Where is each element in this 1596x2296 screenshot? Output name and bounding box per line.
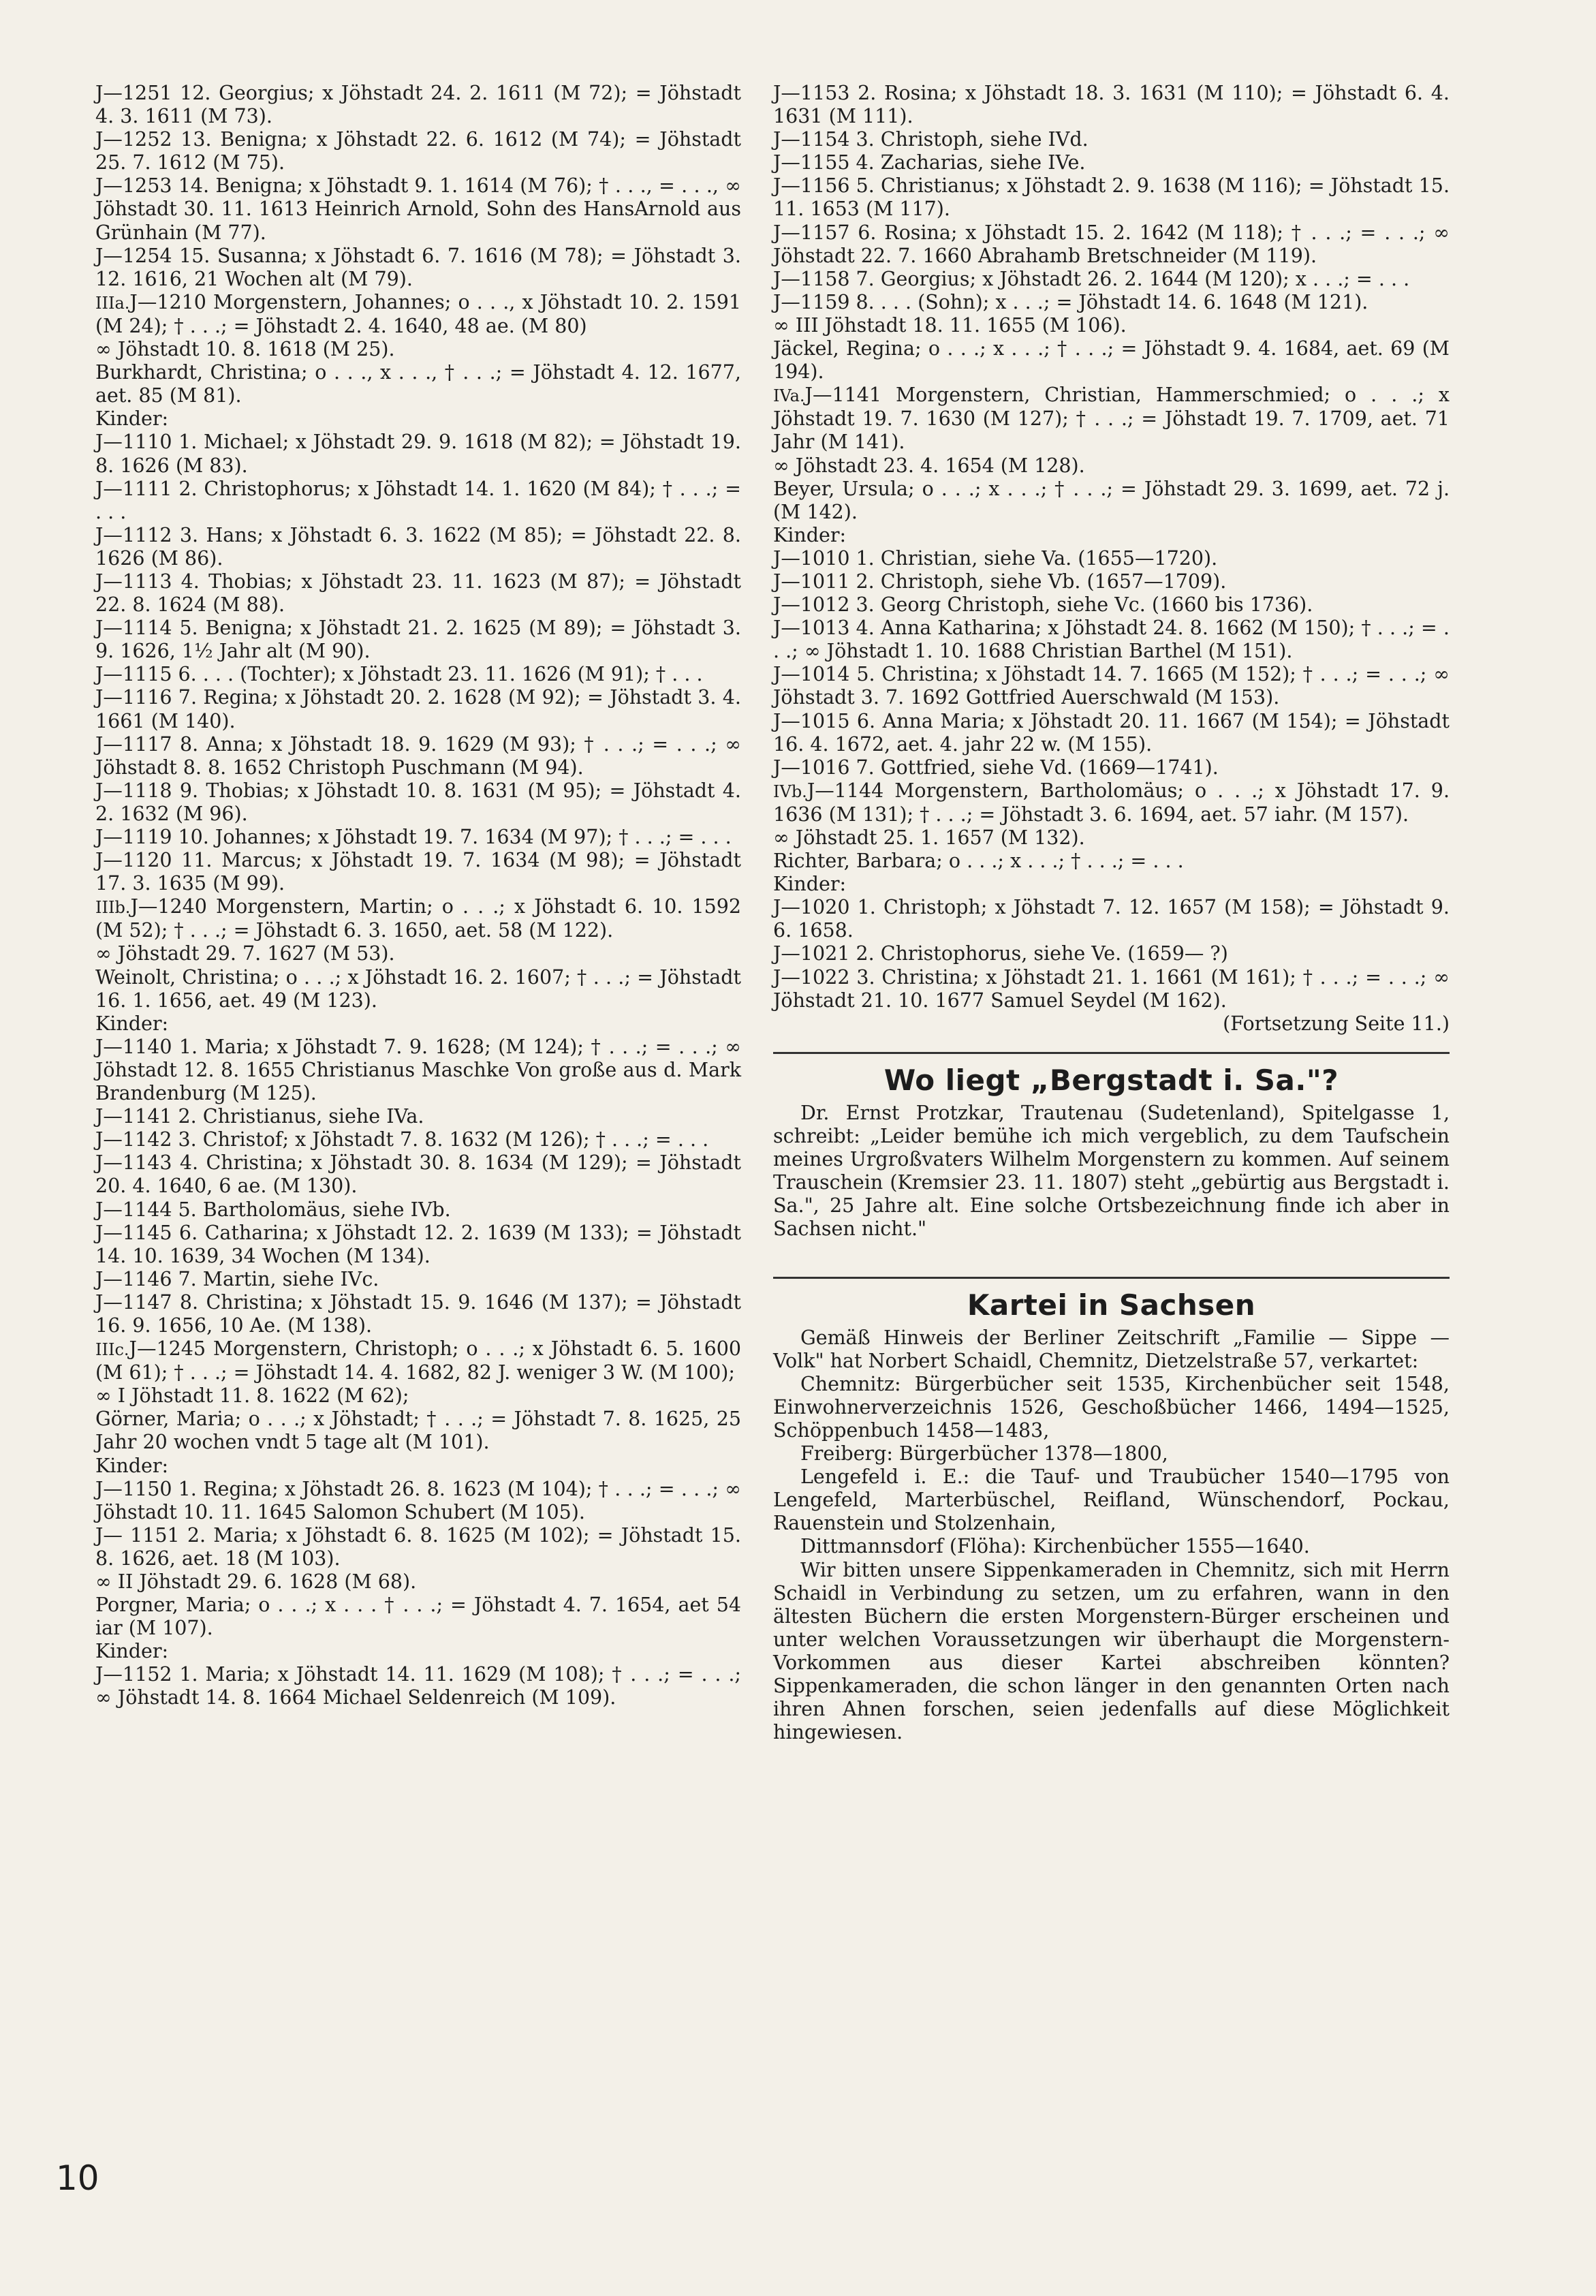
- genealogy-entry: [95, 942, 741, 965]
- entry-text: ∞ I Jöhstadt 11. 8. 1622 (M 62);: [95, 1384, 409, 1408]
- genealogy-entry: [95, 1408, 741, 1454]
- genealogy-entry: [95, 1012, 741, 1036]
- genealogy-entry: [95, 1036, 741, 1105]
- section-label: IVb.: [773, 781, 807, 801]
- entry-text: J—1113 4. Thobias; x Jöhstadt 23. 11. 1623 (M 87); = Jöhstadt 22. 8. 1624 (M 88).: [95, 570, 741, 617]
- genealogy-entry: [95, 1105, 741, 1128]
- genealogy-entry: [95, 1128, 741, 1151]
- genealogy-entry: [95, 1291, 741, 1337]
- genealogy-entry: [773, 617, 1450, 663]
- entry-text: J—1012 3. Georg Christoph, siehe Vc. (1660 bis 1736).: [773, 593, 1313, 617]
- page-number: 10: [56, 2158, 99, 2198]
- entry-text: J—1155 4. Zacharias, siehe IVe.: [773, 151, 1086, 174]
- entry-text: J—1254 15. Susanna; x Jöhstadt 6. 7. 1616 (M 78); = Jöhstadt 3. 12. 1616, 21 Wochen alt (M 79).: [95, 244, 741, 290]
- genealogy-entry: [773, 454, 1450, 478]
- entry-text: J—1146 7. Martin, siehe IVc.: [95, 1267, 379, 1290]
- entry-text: J—1022 3. Christina; x Jöhstadt 21. 1. 1661 (M 161); † . . .; = . . .; ∞ Jöhstadt 21. 10. 1677 Samuel Seydel (M 162).: [773, 965, 1450, 1012]
- section-label: IIIa.: [95, 293, 130, 313]
- section-label: IIIc.: [95, 1340, 129, 1360]
- entry-text: J—1014 5. Christina; x Jöhstadt 14. 7. 1665 (M 152); † . . .; = . . .; ∞ Jöhstadt 3. 7. 1692 Gottfried Auerschwald (M 153).: [773, 663, 1450, 709]
- genealogy-entry: [95, 686, 741, 732]
- genealogy-entry: [773, 942, 1450, 965]
- entry-text: Kinder:: [95, 1454, 169, 1477]
- genealogy-entry: [773, 593, 1450, 617]
- entry-text: Kinder:: [95, 407, 169, 431]
- entry-text: J—1140 1. Maria; x Jöhstadt 7. 9. 1628; (M 124); † . . .; = . . .; ∞ Jöhstadt 12. 8. 1655 Christianus Maschke Von große aus d. Mark Brandenburg (M 125).: [95, 1035, 741, 1105]
- genealogy-entry: [773, 478, 1450, 524]
- entry-text: Beyer, Ursula; o . . .; x . . .; † . . .; = Jöhstadt 29. 3. 1699, aet. 72 j. (M 142).: [773, 477, 1450, 523]
- entry-text: Kinder:: [95, 1012, 169, 1035]
- genealogy-entry: [773, 337, 1450, 384]
- genealogy-entries-continued: [773, 82, 1450, 1036]
- genealogy-entry: [773, 151, 1450, 174]
- entry-text: J—1013 4. Anna Katharina; x Jöhstadt 24. 8. 1662 (M 150); † . . .; = . . .; ∞ Jöhstadt 1. 10. 1688 Christian Barthel (M 151).: [773, 617, 1450, 663]
- kartei-paragraph: Dittmannsdorf (Flöha): Kirchenbücher 1555—1640.: [800, 1535, 1310, 1558]
- entry-text: Richter, Barbara; o . . .; x . . .; † . . .; = . . .: [773, 850, 1184, 873]
- genealogy-entry: [773, 314, 1450, 337]
- entry-text: Görner, Maria; o . . .; x Jöhstadt; † . . .; = Jöhstadt 7. 8. 1625, 25 Jahr 20 wochen vndt 5 tage alt (M 101).: [95, 1408, 741, 1454]
- entry-text: J—1112 3. Hans; x Jöhstadt 6. 3. 1622 (M 85); = Jöhstadt 22. 8. 1626 (M 86).: [95, 523, 741, 570]
- entry-text: J—1115 6. . . . (Tochter); x Jöhstadt 23. 11. 1626 (M 91); † . . .: [95, 663, 703, 686]
- section-divider: [773, 1052, 1450, 1054]
- genealogy-entry: [95, 570, 741, 617]
- genealogy-entry: [95, 1151, 741, 1198]
- entry-text: J—1015 6. Anna Maria; x Jöhstadt 20. 11. 1667 (M 154); = Jöhstadt 16. 4. 1672, aet. 4. jahr 22 w. (M 155).: [773, 709, 1450, 756]
- entry-text: J—1145 6. Catharina; x Jöhstadt 12. 2. 1639 (M 133); = Jöhstadt 14. 10. 1639, 34 Wochen (M 134).: [95, 1221, 741, 1267]
- genealogy-entry: [95, 1455, 741, 1478]
- entry-text: ∞ Jöhstadt 29. 7. 1627 (M 53).: [95, 942, 395, 965]
- genealogy-entry: [95, 966, 741, 1012]
- genealogy-entry: [95, 128, 741, 174]
- article-heading-bergstadt: Wo liegt „Bergstadt i. Sa."?: [883, 1063, 1339, 1097]
- entry-text: J—1143 4. Christina; x Jöhstadt 30. 8. 1634 (M 129); = Jöhstadt 20. 4. 1640, 6 ae. (M 130).: [95, 1151, 741, 1198]
- left-column: [95, 82, 741, 1710]
- family-section-entry: [95, 291, 741, 338]
- genealogy-entry: [95, 1478, 741, 1524]
- genealogy-entry: [773, 174, 1450, 221]
- genealogy-entry: [95, 1570, 741, 1594]
- genealogy-entry: [773, 570, 1450, 593]
- genealogy-entry: [773, 547, 1450, 570]
- entry-text: Kinder:: [773, 873, 847, 896]
- genealogy-entry: [95, 733, 741, 779]
- entry-text: ∞ II Jöhstadt 29. 6. 1628 (M 68).: [95, 1570, 417, 1593]
- family-section-entry: [773, 779, 1450, 826]
- genealogy-entry: [95, 245, 741, 291]
- kartei-paragraph: Chemnitz: Bürgerbücher seit 1535, Kirchenbücher seit 1548, Einwohnerverzeichnis 1526, Geschoßbücher 1466, 1494—1525, Schöppenbuch 1458—1483,: [773, 1372, 1450, 1442]
- entry-text: ∞ III Jöhstadt 18. 11. 1655 (M 106).: [773, 313, 1127, 337]
- entry-text: J—1021 2. Christophorus, siehe Ve. (1659— ?): [773, 942, 1228, 965]
- entry-text: J—1251 12. Georgius; x Jöhstadt 24. 2. 1611 (M 72); = Jöhstadt 4. 3. 1611 (M 73).: [95, 82, 741, 128]
- genealogy-entry: [95, 174, 741, 244]
- genealogy-entry: [95, 663, 741, 686]
- entry-text: J— 1151 2. Maria; x Jöhstadt 6. 8. 1625 (M 102); = Jöhstadt 15. 8. 1626, aet. 18 (M 103).: [95, 1523, 741, 1570]
- entry-text: J—1152 1. Maria; x Jöhstadt 14. 11. 1629 (M 108); † . . .; = . . .; ∞ Jöhstadt 14. 8. 1664 Michael Seldenreich (M 109).: [95, 1663, 741, 1709]
- entry-text: Kinder:: [773, 523, 847, 546]
- genealogy-entry: [95, 1198, 741, 1222]
- genealogy-entry: [95, 338, 741, 361]
- entry-text: Weinolt, Christina; o . . .; x Jöhstadt 16. 2. 1607; † . . .; = Jöhstadt 16. 1. 1656, aet. 49 (M 123).: [95, 965, 741, 1012]
- entry-text: Burkhardt, Christina; o . . ., x . . ., † . . .; = Jöhstadt 4. 12. 1677, aet. 85 (M 81).: [95, 361, 741, 407]
- article-text-bergstadt: Dr. Ernst Protzkar, Trautenau (Sudetenland), Spitelgasse 1, schreibt: „Leider bemühe ich mich vergeblich, zu dem Taufschein meines Urgroßvaters Wilhelm Morgenstern zu kommen. Auf seinem Trauschein (Kremsier 23. 11. 1807) steht „gebürtig aus Bergstadt i. Sa.", 25 Jahre alt. Eine solche Ortsbezeichnung finde ich aber in Sachsen nicht.": [773, 1101, 1450, 1241]
- article-text-kartei: [773, 1327, 1450, 1745]
- genealogy-entry: [773, 756, 1450, 779]
- genealogy-entry: [773, 966, 1450, 1012]
- entry-text: J—1150 1. Regina; x Jöhstadt 26. 8. 1623 (M 104); † . . .; = . . .; ∞ Jöhstadt 10. 11. 1645 Salomon Schubert (M 105).: [95, 1477, 741, 1523]
- entry-text: J—1240 Morgenstern, Martin; o . . .; x Jöhstadt 6. 10. 1592 (M 52); † . . .; = Jöhstadt 6. 3. 1650, aet. 58 (M 122).: [95, 895, 741, 942]
- entry-text: J—1020 1. Christoph; x Jöhstadt 7. 12. 1657 (M 158); = Jöhstadt 9. 6. 1658.: [773, 896, 1450, 942]
- section-label: IVa.: [773, 386, 805, 406]
- entry-text: J—1210 Morgenstern, Johannes; o . . ., x Jöhstadt 10. 2. 1591 (M 24); † . . .; = Jöhstadt 2. 4. 1640, 48 ae. (M 80): [95, 290, 741, 337]
- article-heading-kartei: Kartei in Sachsen: [967, 1288, 1256, 1322]
- family-section-entry: [95, 1337, 741, 1384]
- genealogy-entry: [95, 407, 741, 431]
- genealogy-entry: [773, 663, 1450, 709]
- genealogy-entry: [95, 478, 741, 524]
- entry-text: J—1245 Morgenstern, Christoph; o . . .; x Jöhstadt 6. 5. 1600 (M 61); † . . .; = Jöhstadt 14. 4. 1682, 82 J. weniger 3 W. (M 100);: [95, 1337, 741, 1384]
- genealogy-entry: [95, 431, 741, 477]
- entry-text: J—1110 1. Michael; x Jöhstadt 29. 9. 1618 (M 82); = Jöhstadt 19. 8. 1626 (M 83).: [95, 431, 741, 477]
- entry-text: J—1117 8. Anna; x Jöhstadt 18. 9. 1629 (M 93); † . . .; = . . .; ∞ Jöhstadt 8. 8. 1652 Christoph Puschmann (M 94).: [95, 732, 741, 779]
- entry-text: J—1141 2. Christianus, siehe IVa.: [95, 1105, 424, 1128]
- genealogy-entry: [773, 291, 1450, 314]
- genealogy-entry: [95, 1663, 741, 1709]
- entry-text: J—1144 5. Bartholomäus, siehe IVb.: [95, 1198, 451, 1221]
- kartei-paragraph: Gemäß Hinweis der Berliner Zeitschrift „Familie — Sippe — Volk" hat Norbert Schaidl, Chemnitz, Dietzelstraße 57, verkartet:: [773, 1326, 1450, 1372]
- section-label: IIIb.: [95, 898, 131, 918]
- genealogy-entry: [773, 873, 1450, 896]
- family-section-entry: [95, 895, 741, 942]
- entry-text: J—1120 11. Marcus; x Jöhstadt 19. 7. 1634 (M 98); = Jöhstadt 17. 3. 1635 (M 99).: [95, 849, 741, 895]
- entry-text: Jäckel, Regina; o . . .; x . . .; † . . .; = Jöhstadt 9. 4. 1684, aet. 69 (M 194).: [773, 337, 1450, 384]
- entry-text: Porgner, Maria; o . . .; x . . . † . . .; = Jöhstadt 4. 7. 1654, aet 54 iar (M 107).: [95, 1594, 741, 1640]
- entry-text: J—1153 2. Rosina; x Jöhstadt 18. 3. 1631 (M 110); = Jöhstadt 6. 4. 1631 (M 111).: [773, 82, 1450, 128]
- genealogy-entry: [95, 1384, 741, 1408]
- genealogy-entry: [773, 268, 1450, 291]
- entry-text: J—1010 1. Christian, siehe Va. (1655—1720).: [773, 546, 1218, 570]
- genealogy-entry: [95, 1524, 741, 1570]
- entry-text: J—1157 6. Rosina; x Jöhstadt 15. 2. 1642 (M 118); † . . .; = . . .; ∞ Jöhstadt 22. 7. 1660 Abrahamb Bretschneider (M 119).: [773, 221, 1450, 267]
- entry-text: ∞ Jöhstadt 25. 1. 1657 (M 132).: [773, 826, 1085, 849]
- family-section-entry: [773, 384, 1450, 454]
- entry-text: J—1119 10. Johannes; x Jöhstadt 19. 7. 1634 (M 97); † . . .; = . . .: [95, 826, 732, 848]
- genealogy-entry: [773, 850, 1450, 873]
- kartei-paragraph: Lengefeld i. E.: die Tauf- und Traubücher 1540—1795 von Lengefeld, Marterbüschel, Reifland, Wünschendorf, Pockau, Rauenstein und Stolzenhain,: [773, 1465, 1450, 1535]
- entry-text: J—1114 5. Benigna; x Jöhstadt 21. 2. 1625 (M 89); = Jöhstadt 3. 9. 1626, 1½ Jahr alt (M 90).: [95, 617, 741, 663]
- entry-text: J—1147 8. Christina; x Jöhstadt 15. 9. 1646 (M 137); = Jöhstadt 16. 9. 1656, 10 Ae. (M 138).: [95, 1290, 741, 1337]
- entry-text: J—1111 2. Christophorus; x Jöhstadt 14. 1. 1620 (M 84); † . . .; = . . .: [95, 477, 741, 523]
- entry-text: J—1158 7. Georgius; x Jöhstadt 26. 2. 1644 (M 120); x . . .; = . . .: [773, 267, 1410, 290]
- entry-text: ∞ Jöhstadt 10. 8. 1618 (M 25).: [95, 338, 395, 361]
- genealogy-entry: [95, 826, 741, 849]
- entry-text: J—1118 9. Thobias; x Jöhstadt 10. 8. 1631 (M 95); = Jöhstadt 4. 2. 1632 (M 96).: [95, 779, 741, 825]
- kartei-paragraph: Freiberg: Bürgerbücher 1378—1800,: [800, 1442, 1168, 1465]
- entry-text: J—1154 3. Christoph, siehe IVd.: [773, 128, 1089, 151]
- genealogy-entry: [95, 1640, 741, 1663]
- entry-text: (Fortsetzung Seite 11.): [1223, 1012, 1450, 1035]
- genealogy-entry: [773, 896, 1450, 942]
- genealogy-entry: [773, 128, 1450, 151]
- genealogy-entry: [773, 710, 1450, 756]
- genealogy-entry: [95, 1268, 741, 1291]
- genealogy-entry: [95, 617, 741, 663]
- genealogy-entry: [95, 1222, 741, 1268]
- genealogy-entry: [773, 221, 1450, 268]
- entry-text: J—1253 14. Benigna; x Jöhstadt 9. 1. 1614 (M 76); † . . ., = . . ., ∞ Jöhstadt 30. 11. 1613 Heinrich Arnold, Sohn des HansArnold aus Grünhain (M 77).: [95, 174, 741, 244]
- genealogy-entry: [95, 849, 741, 895]
- genealogy-entry: [773, 524, 1450, 547]
- entry-text: ∞ Jöhstadt 23. 4. 1654 (M 128).: [773, 454, 1085, 477]
- entry-text: J—1156 5. Christianus; x Jöhstadt 2. 9. 1638 (M 116); = Jöhstadt 15. 11. 1653 (M 117).: [773, 174, 1450, 221]
- entry-text: J—1142 3. Christof; x Jöhstadt 7. 8. 1632 (M 126); † . . .; = . . .: [95, 1128, 709, 1151]
- entry-text: J—1159 8. . . . (Sohn); x . . .; = Jöhstadt 14. 6. 1648 (M 121).: [773, 290, 1368, 313]
- right-column: [773, 82, 1450, 1744]
- kartei-paragraph: Wir bitten unsere Sippenkameraden in Chemnitz, sich mit Herrn Schaidl in Verbindung zu setzen, um zu erfahren, wann in den ältesten Büchern die ersten Morgenstern-Bürger erscheinen und unter welchen Voraussetzungen wir überhaupt die Morgenstern-Vorkommen aus dieser Kartei abschreiben könnten? Sippenkameraden, die schon länger in den genannten Orten nach ihren Ahnen forschen, seien jedenfalls auf diese Möglichkeit hingewiesen.: [773, 1558, 1450, 1744]
- entry-text: J—1011 2. Christoph, siehe Vb. (1657—1709).: [773, 570, 1227, 593]
- genealogy-entry: [773, 82, 1450, 128]
- entry-text: J—1016 7. Gottfried, siehe Vd. (1669—1741).: [773, 756, 1219, 779]
- entry-text: J—1116 7. Regina; x Jöhstadt 20. 2. 1628 (M 92); = Jöhstadt 3. 4. 1661 (M 140).: [95, 686, 741, 732]
- genealogy-entry: [95, 361, 741, 407]
- entry-text: J—1141 Morgenstern, Christian, Hammerschmied; o . . .; x Jöhstadt 19. 7. 1630 (M 127); † . . .; = Jöhstadt 19. 7. 1709, aet. 71 Jahr (M 141).: [773, 384, 1450, 454]
- genealogy-entry: [773, 1012, 1450, 1036]
- genealogy-entry: [773, 826, 1450, 850]
- section-divider: [773, 1277, 1450, 1279]
- genealogy-entry: [95, 1594, 741, 1640]
- entry-text: J—1144 Morgenstern, Bartholomäus; o . . .; x Jöhstadt 17. 9. 1636 (M 131); † . . .; = Jöhstadt 3. 6. 1694, aet. 57 iahr. (M 157).: [773, 779, 1450, 826]
- genealogy-entry: [95, 82, 741, 128]
- entry-text: Kinder:: [95, 1640, 169, 1663]
- genealogy-entry: [95, 524, 741, 570]
- entry-text: J—1252 13. Benigna; x Jöhstadt 22. 6. 1612 (M 74); = Jöhstadt 25. 7. 1612 (M 75).: [95, 128, 741, 174]
- genealogy-entry: [95, 779, 741, 826]
